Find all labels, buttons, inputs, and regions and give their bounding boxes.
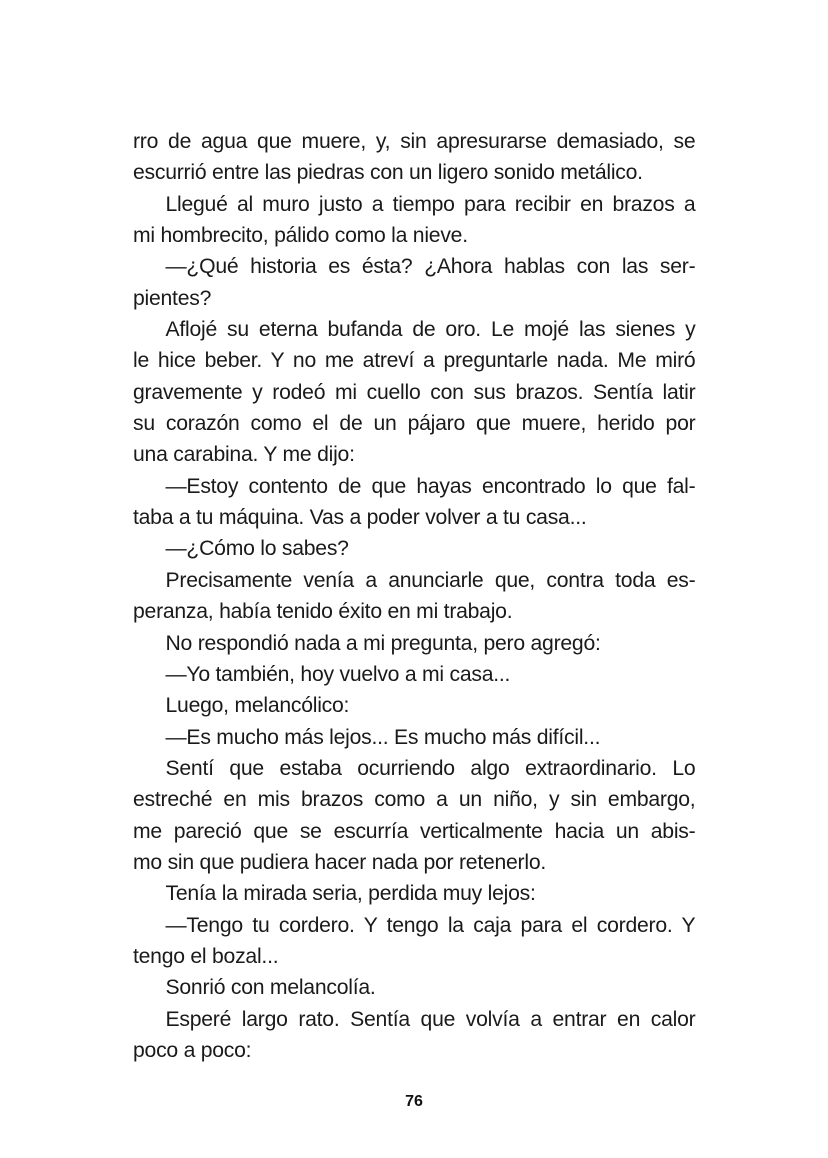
text-line: peranza, había tenido éxito en mi trabajo. <box>133 599 513 624</box>
text-line: No respondió nada a mi pregunta, pero agregó: <box>165 630 601 655</box>
text-line: —Tengo tu cordero. Y tengo la caja para el cordero. Y <box>165 912 696 937</box>
text-line: Precisamente venía a anunciarle que, contra toda es- <box>165 567 696 592</box>
text-line: Llegué al muro justo a tiempo para recibir en brazos a <box>165 191 696 216</box>
text-line: Sonrió con melancolía. <box>165 975 376 1000</box>
text-line: tengo el bozal... <box>133 943 279 968</box>
text-line: escurrió entre las piedras con un ligero sonido metálico. <box>133 160 643 185</box>
text-line: Esperé largo rato. Sentía que volvía a entrar en calor <box>165 1006 696 1031</box>
page-number: 76 <box>405 1093 423 1110</box>
text-line: —Yo también, hoy vuelvo a mi casa... <box>165 661 511 686</box>
text-line: —¿Cómo lo sabes? <box>165 536 349 561</box>
text-line: su corazón como el de un pájaro que muere, herido por <box>133 411 696 436</box>
text-line: poco a poco: <box>133 1037 252 1062</box>
text-line: gravemente y rodeó mi cuello con sus brazos. Sentía latir <box>133 379 696 404</box>
text-line: mi hombrecito, pálido como la nieve. <box>133 223 468 248</box>
text-line: rro de agua que muere, y, sin apresurarse demasiado, se <box>133 129 696 153</box>
text-line: pientes? <box>133 285 212 310</box>
text-line: taba a tu máquina. Vas a poder volver a tu casa... <box>133 505 587 530</box>
text-line: le hice beber. Y no me atreví a preguntarle nada. Me miró <box>133 348 696 373</box>
text-line: —¿Qué historia es ésta? ¿Ahora hablas con las ser- <box>165 254 696 279</box>
text-line: estreché en mis brazos como a un niño, y sin embargo, <box>133 787 696 812</box>
text-line: —Estoy contento de que hayas encontrado lo que fal- <box>165 473 696 498</box>
text-line: una carabina. Y me dijo: <box>133 442 355 467</box>
text-line: Tenía la mirada seria, perdida muy lejos: <box>165 881 536 906</box>
text-line: mo sin que pudiera hacer nada por retenerlo. <box>133 849 546 874</box>
text-line: Aflojé su eterna bufanda de oro. Le mojé las sienes y <box>165 317 696 342</box>
text-line: me pareció que se escurría verticalmente hacia un abis- <box>133 818 696 843</box>
text-line: Luego, melancólico: <box>165 693 350 718</box>
text-line: Sentí que estaba ocurriendo algo extraordinario. Lo <box>165 755 696 780</box>
body-text <box>133 126 696 1066</box>
text-line: —Es mucho más lejos... Es mucho más difícil... <box>165 724 601 749</box>
